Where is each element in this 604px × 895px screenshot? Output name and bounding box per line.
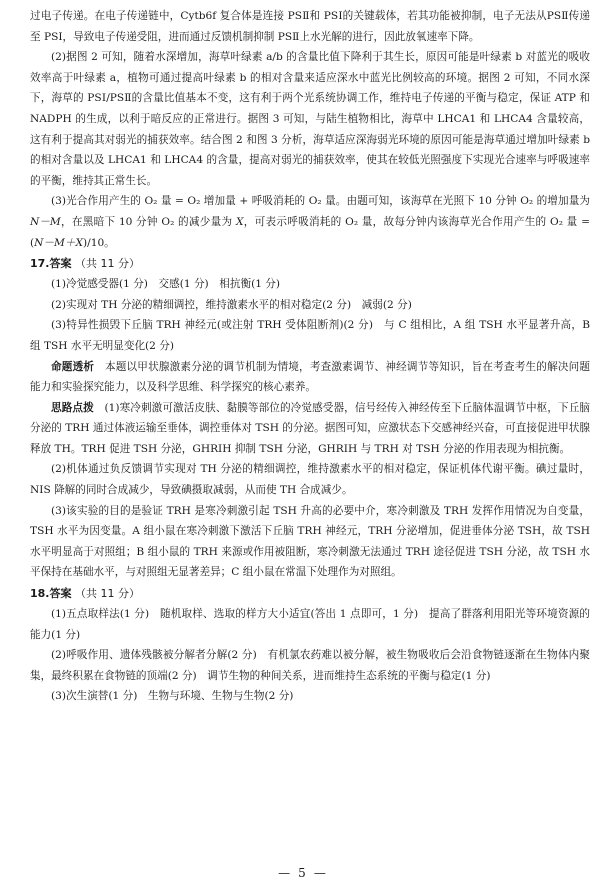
q18-number: 18. <box>30 587 50 601</box>
var-n-m-x: N－M＋X <box>34 236 83 249</box>
q17-header <box>30 253 590 274</box>
q17-mingti-label: 命题透析 <box>51 360 95 373</box>
q17-silu-dianbo-3: (3)该实验的目的是验证 TRH 是寒冷刺激引起 TSH 升高的必要中介，寒冷刺激及 TRH 发挥作用情况为自变量，TSH 水平为因变量。A 组小鼠在寒冷刺激下激活下丘脑 TRH 神经元，TRH 分泌增加，促进垂体分泌 TSH，故 TSH 水平明显高于对照组；B 组小鼠的 TRH 来源或作用被阻断，寒冷刺激无法通过 TRH 途径促进 TSH 分泌，故 TSH 水平保持在基础水平，与对照组无显著差异；C 组小鼠在常温下处理作为对照组。 <box>30 504 590 579</box>
footer-dash-left: — <box>278 866 291 880</box>
q17-answer-3: (3)特异性损毁下丘脑 TRH 神经元(或注射 TRH 受体阻断剂)(2 分) 与 C 组相比，A 组 TSH 水平显著升高，B 组 TSH 水平无明显变化(2 分) <box>30 319 590 352</box>
q17-answer-1: (1)冷觉感受器(1 分) 交感(1 分) 相抗衡(1 分) <box>51 278 281 291</box>
q17-answer-2: (2)实现对 TH 分泌的精细调控，维持激素水平的相对稳定(2 分) 减弱(2 分) <box>51 298 412 311</box>
q16-paragraph-1-continued: 过电子传递。在电子传递链中，Cytb6f 复合体是连接 PSⅡ和 PSⅠ的关键载体，若其功能被抑制，电子无法从PSⅡ传递至 PSⅠ，导致电子传递受阻，进而通过反馈机制抑制 PSⅡ上水光解的进行，因此放氧速率下降。 <box>30 10 590 43</box>
q17-silu-dianbo-2: (2)机体通过负反馈调节实现对 TH 分泌的精细调控，维持激素水平的相对稳定，保证机体代谢平衡。碘过量时，NIS 降解的同时合成减少，导致碘摄取减弱，从而使 TH 合成减少。 <box>30 463 590 497</box>
q18-answer-2: (2)呼吸作用、遗体残骸被分解者分解(2 分) 有机氯农药难以被分解，被生物吸收后会沿食物链逐渐在生物体内聚集，最终积累在食物链的顶端(2 分) 调节生物的种间关系，进而维持生态系统的平衡与稳定(1 分) <box>30 649 590 682</box>
q17-silu-label: 思路点拨 <box>51 401 94 414</box>
q18-score: （共 11 分） <box>75 587 140 601</box>
q18-answer-1: (1)五点取样法(1 分) 随机取样、选取的样方大小适宜(答出 1 点即可，1 分) 提高了群落利用阳光等环境资源的能力(1 分) <box>30 608 590 641</box>
var-x: X <box>235 215 244 228</box>
q17-score: （共 11 分） <box>75 257 140 271</box>
q16-paragraph-2: (2)据图 2 可知，随着水深增加，海草叶绿素 a/b 的含量比值下降利于其生长，原因可能是叶绿素 b 对蓝光的吸收效率高于叶绿素 a，植物可通过提高叶绿素 b 的相对含量来适应深水中蓝光比例较高的环境。据图 2 可知，不同水深下，海草的 PSⅠ/PSⅡ的含量比值基本不变，这有利于两个光系统协调工作，维持电子传递的平衡与稳定，保证 ATP 和 NADPH 的生成，以利于暗反应的正常进行。据图 3 可知，与陆生植物相比，海草中 LHCA1 和 LHCA4 含量较高，这有利于提高其对弱光的捕获效率。结合图 2 和图 3 分析，海草适应深海弱光环境的原因可能是海草通过增加叶绿素 b 的相对含量以及 LHCA1 和 LHCA4 的含量，提高对弱光的捕获效率，使其在较低光照强度下实现光合速率与呼吸速率的平衡，维持其正常生长。 <box>30 51 590 187</box>
page-number: 5 <box>298 866 306 880</box>
q17-mingti-touxi: 命题透析 本题以甲状腺激素分泌的调节机制为情境，考查激素调节、神经调节等知识，旨在考查考生的解决问题能力和实验探究能力，以及科学思维、科学探究的核心素养。 <box>30 360 591 394</box>
answer-page <box>30 6 590 707</box>
q17-silu-dianbo-1: 思路点拨 (1)寒冷刺激可激活皮肤、黏膜等部位的冷觉感受器，信号经传入神经传至下丘脑体温调节中枢，下丘脑分泌的 TRH 通过体液运输至垂体，调控垂体对 TSH 的分泌。据图可知，应激状态下交感神经兴奋，可直接促进甲状腺释放 TH。TRH 促进 TSH 分泌，GHRIH 抑制 TSH 分泌，GHRIH 与 TRH 对 TSH 分泌的作用表现为相抗衡。 <box>30 401 591 455</box>
footer-dash-right: — <box>313 866 326 880</box>
q18-header <box>30 583 590 604</box>
q17-answer-title: 答案 <box>49 257 72 271</box>
page-footer <box>0 866 604 880</box>
q16-paragraph-3: (3)光合作用产生的 O₂ 量 = O₂ 增加量 + 呼吸消耗的 O₂ 量。由题可知，该海草在光照下 10 分钟 O₂ 的增加量为 N－M，在黑暗下 10 分钟 O₂ 的减少量为 X，可表示呼吸消耗的 O₂ 量，故每分钟内该海草光合作用产生的 O₂ 量 = (N－M＋X)/10。 <box>30 195 591 249</box>
q18-answer-3: (3)次生演替(1 分) 生物与环境、生物与生物(2 分) <box>51 690 294 703</box>
var-n-minus-m: N－M <box>30 215 61 228</box>
q17-number: 17. <box>30 257 50 271</box>
q18-answer-title: 答案 <box>49 587 72 601</box>
